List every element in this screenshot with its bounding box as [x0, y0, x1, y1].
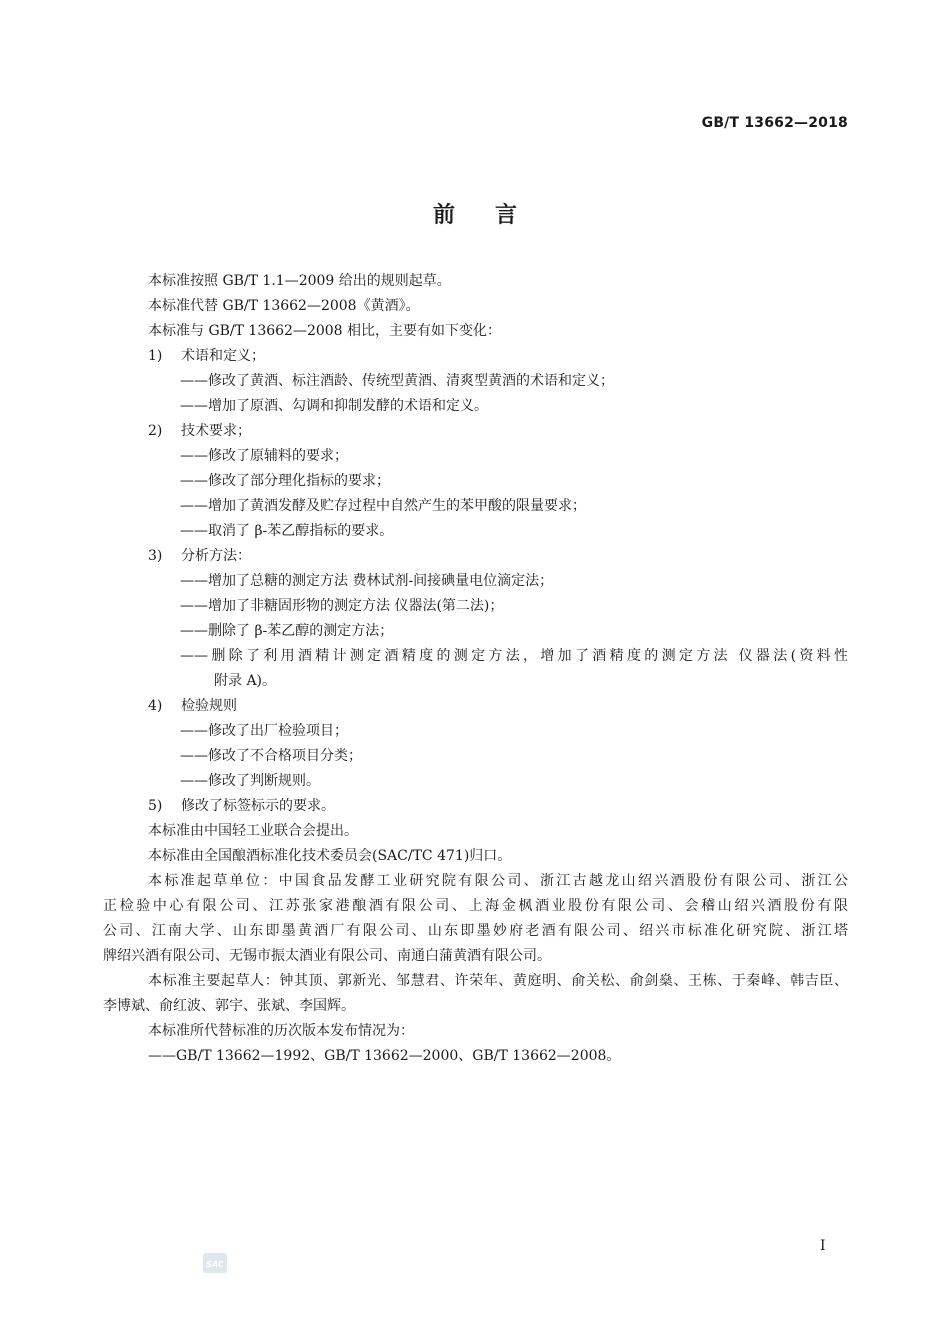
dash-item: ——增加了非糖固形物的测定方法 仪器法(第二法)； — [180, 598, 504, 614]
item-text: 检验规则 — [181, 698, 237, 714]
dash-item: ——取消了 β-苯乙醇指标的要求。 — [180, 523, 394, 539]
paragraph: 本标准代替 GB/T 13662—2008《黄酒》。 — [148, 298, 420, 314]
paragraph: 本标准与 GB/T 13662—2008 相比，主要有如下变化： — [148, 323, 502, 339]
drafting-units-line: 正检验中心有限公司、江苏张家港酿酒有限公司、上海金枫酒业股份有限公司、会稽山绍兴酒股份有限 — [103, 898, 848, 914]
item-number: 5) — [148, 798, 163, 814]
paragraph: 本标准所代替标准的历次版本发布情况为： — [148, 1023, 414, 1039]
drafting-units-line: 本标准起草单位：中国食品发酵工业研究院有限公司、浙江古越龙山绍兴酒股份有限公司、浙江公 — [148, 873, 848, 889]
page-title: 前言 — [432, 203, 557, 228]
paragraph: 本标准由全国酿酒标准化技术委员会(SAC/TC 471)归口。 — [148, 848, 512, 864]
drafters-line: 本标准主要起草人：钟其顶、郭新光、邹慧君、许荣年、黄庭明、俞关松、俞剑燊、王栋、于秦峰、韩吉臣、 — [148, 973, 848, 989]
dash-item: ——修改了部分理化指标的要求； — [180, 473, 390, 489]
numbered-item — [148, 797, 335, 815]
numbered-item — [148, 347, 265, 365]
dash-item: ——修改了原辅料的要求； — [180, 448, 348, 464]
item-number: 2) — [148, 423, 163, 439]
item-number: 3) — [148, 548, 163, 564]
dash-item-continued: 附录 A)。 — [214, 673, 277, 689]
item-text: 分析方法： — [181, 548, 251, 564]
svg-text:SAC: SAC — [206, 1260, 224, 1269]
item-text: 术语和定义； — [181, 348, 265, 364]
numbered-item — [148, 547, 251, 565]
drafting-units-line: 公司、江南大学、山东即墨黄酒厂有限公司、山东即墨妙府老酒有限公司、绍兴市标准化研究院、浙江塔 — [103, 923, 848, 939]
dash-item: ——修改了出厂检验项目； — [180, 723, 348, 739]
paragraph: 本标准由中国轻工业联合会提出。 — [148, 823, 358, 839]
drafting-units-line: 牌绍兴酒有限公司、无锡市振太酒业有限公司、南通白蒲黄酒有限公司。 — [103, 948, 551, 964]
item-number: 4) — [148, 698, 163, 714]
numbered-item — [148, 697, 237, 715]
dash-item: ——GB/T 13662—1992、GB/T 13662—2000、GB/T 13662—2008。 — [148, 1048, 621, 1064]
paragraph: 本标准按照 GB/T 1.1—2009 给出的规则起草。 — [148, 273, 451, 289]
dash-item: ——增加了总糖的测定方法 费林试剂-间接碘量电位滴定法； — [180, 573, 554, 589]
item-text: 技术要求； — [181, 423, 251, 439]
standard-number: GB/T 13662—2018 — [701, 115, 848, 131]
dash-item: ——增加了原酒、勾调和抑制发酵的术语和定义。 — [180, 398, 488, 414]
page-number: I — [820, 1238, 826, 1254]
item-text: 修改了标签标示的要求。 — [181, 798, 335, 814]
dash-item: ——删除了 β-苯乙醇的测定方法； — [180, 623, 394, 639]
dash-item: ——修改了不合格项目分类； — [180, 748, 362, 764]
numbered-item — [148, 422, 251, 440]
dash-item: ——修改了黄酒、标注酒龄、传统型黄酒、清爽型黄酒的术语和定义； — [180, 373, 614, 389]
item-number: 1) — [148, 348, 163, 364]
drafters-line: 李博斌、俞红波、郭宇、张斌、李国辉。 — [103, 998, 355, 1014]
dash-item: ——修改了判断规则。 — [180, 773, 320, 789]
dash-item: ——增加了黄酒发酵及贮存过程中自然产生的苯甲酸的限量要求； — [180, 498, 586, 514]
dash-item: ——删除了利用酒精计测定酒精度的测定方法，增加了酒精度的测定方法 仪器法(资料性 — [180, 648, 848, 664]
sac-logo-watermark — [202, 1252, 228, 1274]
